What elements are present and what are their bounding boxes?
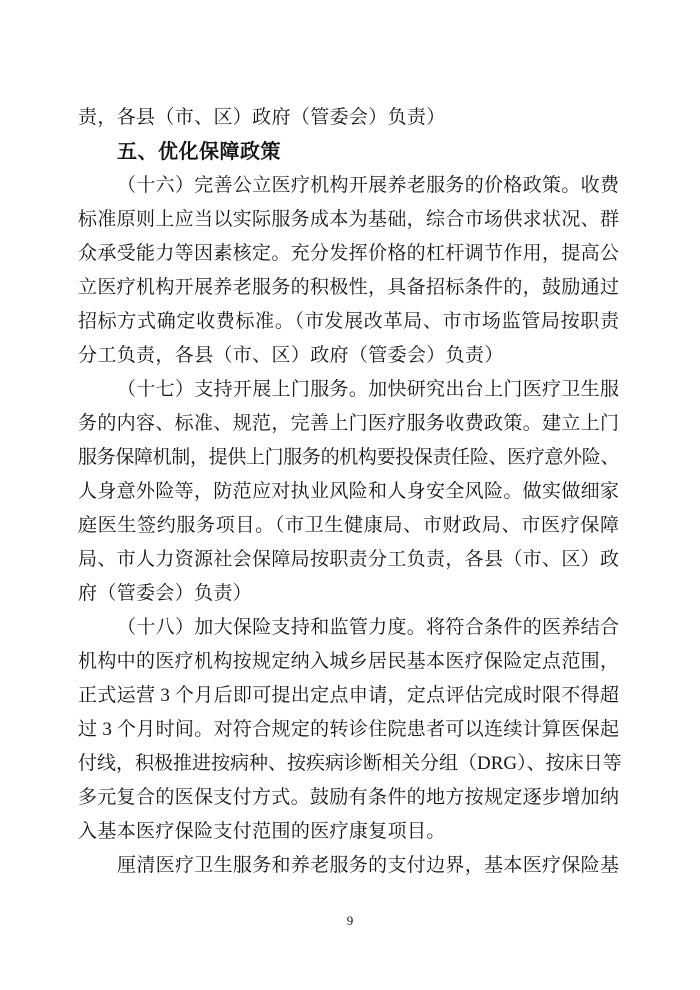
text-line: 多元复合的医保支付方式。鼓励有条件的地方按规定逐步增加纳 — [78, 787, 619, 808]
text-line: 机构中的医疗机构按规定纳入城乡居民基本医疗保险定点范围， — [78, 651, 619, 672]
text-line: 务的内容、标准、规范，完善上门医疗服务收费政策。建立上门 — [78, 413, 619, 434]
text-line: 服务保障机制，提供上门服务的机构要投保责任险、医疗意外险、 — [78, 447, 619, 468]
text-line: 众承受能力等因素核定。充分发挥价格的杠杆调节作用，提高公 — [78, 243, 619, 264]
text-line: 正式运营 3 个月后即可提出定点申请，定点评估完成时限不得超 — [78, 685, 619, 706]
text-line: 入基本医疗保险支付范围的医疗康复项目。 — [78, 821, 446, 842]
page-number: 9 — [346, 913, 354, 928]
text-line: 府（管委会）负责） — [78, 583, 253, 604]
text-line: 分工负责，各县（市、区）政府（管委会）负责） — [78, 345, 504, 366]
section-heading: 五、优化保障政策 — [117, 141, 281, 163]
text-line: 庭医生签约服务项目。（市卫生健康局、市财政局、市医疗保障 — [78, 515, 619, 536]
text-line: 厘清医疗卫生服务和养老服务的支付边界，基本医疗保险基 — [117, 855, 619, 876]
text-line: （十八）加大保险支持和监管力度。将符合条件的医养结合 — [117, 617, 619, 638]
text-line: 招标方式确定收费标准。（市发展改革局、市市场监管局按职责 — [78, 311, 619, 332]
document-body — [78, 101, 622, 883]
text-line: 责，各县（市、区）政府（管委会）负责） — [78, 107, 446, 128]
text-line: 付线，积极推进按病种、按疾病诊断相关分组（DRG）、按床日等 — [78, 753, 622, 774]
text-line: （十六）完善公立医疗机构开展养老服务的价格政策。收费 — [117, 175, 619, 196]
text-line: 过 3 个月时间。对符合规定的转诊住院患者可以连续计算医保起 — [78, 719, 619, 740]
text-line: 人身意外险等，防范应对执业风险和人身安全风险。做实做细家 — [78, 481, 619, 502]
text-line: （十七）支持开展上门服务。加快研究出台上门医疗卫生服 — [117, 379, 619, 400]
text-line: 局、市人力资源社会保障局按职责分工负责，各县（市、区）政 — [78, 549, 619, 570]
text-line: 标准原则上应当以实际服务成本为基础，综合市场供求状况、群 — [78, 209, 619, 230]
text-line: 立医疗机构开展养老服务的积极性，具备招标条件的，鼓励通过 — [78, 277, 619, 298]
